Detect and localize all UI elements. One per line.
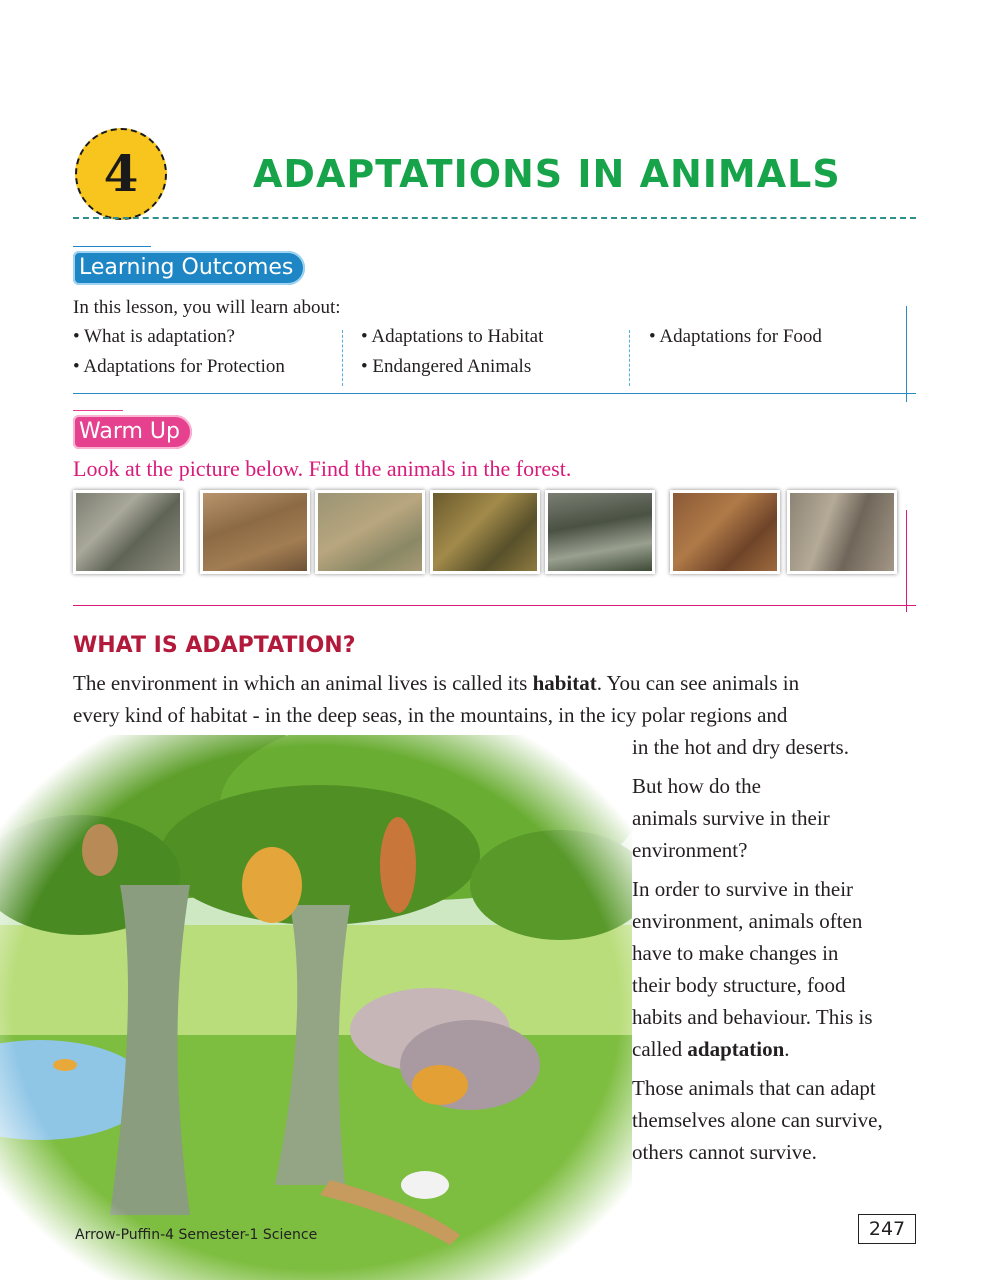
warm-up-side-rule [906, 510, 907, 612]
paragraph-line: habits and behaviour. This is [632, 1005, 873, 1029]
paragraph-line: others cannot survive. [632, 1140, 817, 1164]
outcome-column-divider [342, 330, 343, 386]
footer-book-title: Arrow-Puffin-4 Semester-1 Science [75, 1227, 318, 1243]
snake-photo [670, 490, 780, 574]
paragraph-line: themselves alone can survive, [632, 1108, 883, 1132]
deer-photo [73, 490, 183, 574]
learning-outcomes-intro: In this lesson, you will learn about: [73, 297, 341, 318]
question-line: But how do the [632, 774, 761, 798]
warm-up-label: Warm Up [73, 415, 192, 449]
outcome-item: • Adaptations for Food [649, 326, 822, 347]
outcome-item: • What is adaptation? [73, 326, 235, 347]
title-divider [73, 217, 916, 219]
paragraph-line: The environment in which an animal lives is called its habitat. You can see animals in [73, 671, 800, 695]
paragraph-line: called adaptation. [632, 1037, 790, 1061]
paragraph-line: every kind of habitat - in the deep seas, in the mountains, in the icy polar regions and [73, 703, 788, 727]
camouflage-photo-strip [73, 490, 900, 578]
zebra-photo [545, 490, 655, 574]
section-heading: WHAT IS ADAPTATION? [73, 633, 356, 658]
outcome-column-divider [629, 330, 630, 386]
warm-up-divider [73, 605, 916, 606]
paragraph-line: Those animals that can adapt [632, 1076, 876, 1100]
outcome-item: • Endangered Animals [361, 356, 532, 377]
warm-up-tab-accent [73, 410, 123, 411]
learning-outcomes-tab-accent [73, 246, 151, 247]
chapter-title: ADAPTATIONS IN ANIMALS [253, 152, 841, 196]
paragraph-line: their body structure, food [632, 973, 846, 997]
question-line: environment? [632, 838, 748, 862]
giraffe-photo [200, 490, 310, 574]
learning-outcomes-divider [73, 393, 916, 394]
page-number: 247 [858, 1214, 916, 1244]
outcome-item: • Adaptations for Protection [73, 356, 285, 377]
owl-photo [787, 490, 897, 574]
warm-up-instruction: Look at the picture below. Find the animals in the forest. [73, 456, 572, 481]
forest-habitat-illustration [0, 735, 632, 1280]
chapter-number-badge [75, 128, 167, 220]
learning-outcomes-label: Learning Outcomes [73, 251, 305, 285]
lioness-photo [315, 490, 425, 574]
paragraph-line: In order to survive in their [632, 877, 854, 901]
chapter-number: 4 [103, 144, 139, 203]
question-line: animals survive in their [632, 806, 830, 830]
paragraph-line: in the hot and dry deserts. [632, 735, 849, 759]
leopard-photo [430, 490, 540, 574]
learning-outcomes-side-rule [906, 306, 907, 402]
paragraph-line: have to make changes in [632, 941, 839, 965]
paragraph-line: environment, animals often [632, 909, 863, 933]
outcome-item: • Adaptations to Habitat [361, 326, 544, 347]
